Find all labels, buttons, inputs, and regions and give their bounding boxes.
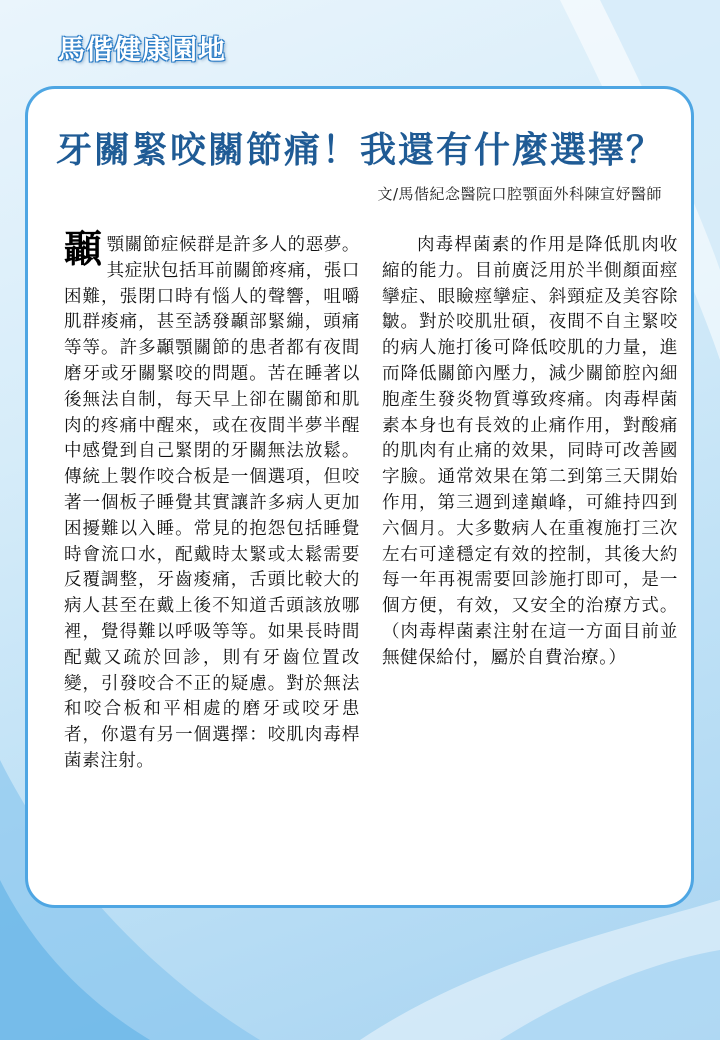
right-column-text: 肉毒桿菌素的作用是降低肌肉收縮的能力。目前廣泛用於半側顏面痙攣症、眼瞼痙攣症、斜頸症及美容除皺。對於咬肌壯碩，夜間不自主緊咬的病人施打後可降低咬肌的力量，進而降低關節內壓力，減少關節腔內細胞產生發炎物質導致疼痛。肉毒桿菌素本身也有長效的止痛作用，對酸痛的肌肉有止痛的效果，同時可改善國字臉。通常效果在第二到第三天開始作用，第三週到達巔峰，可維持四到六個月。大多數病人在重複施打三次左右可達穩定有效的控制，其後大約每一年再視需要回診施打即可，是一個方便，有效，又安全的治療方式。（肉毒桿菌素注射在這一方面目前並無健保給付，屬於自費治療。） <box>382 235 678 668</box>
section-title: 馬偕健康園地 <box>58 28 226 67</box>
left-column-text: 顎關節症候群是許多人的惡夢。其症狀包括耳前關節疼痛，張口困難，張閉口時有惱人的聲響，咀嚼肌群痠痛，甚至誘發顳部緊繃，頭痛等等。許多顳顎關節的患者都有夜間磨牙或牙關緊咬的問題。苦在睡著以後無法自制，每天早上卻在關節和肌肉的疼痛中醒來，或在夜間半夢半醒中感覺到自己緊閉的牙關無法放鬆。傳統上製作咬合板是一個選項，但咬著一個板子睡覺其實讓許多病人更加困擾難以入睡。常見的抱怨包括睡覺時會流口水，配戴時太緊或太鬆需要反覆調整，牙齒痠痛，舌頭比較大的病人甚至在戴上後不知道舌頭該放哪裡，覺得難以呼吸等等。如果長時間配戴又疏於回診，則有牙齒位置改變，引發咬合不正的疑慮。對於無法和咬合板和平相處的磨牙或咬牙患者，你還有另一個選擇：咬肌肉毒桿菌素注射。 <box>64 235 361 771</box>
drop-cap: 顳 <box>64 227 103 271</box>
article-right-column <box>382 233 678 672</box>
article-byline: 文/馬偕紀念醫院口腔顎面外科陳宣妤醫師 <box>377 185 662 203</box>
article-left-column <box>64 227 361 775</box>
article-title: 牙關緊咬關節痛！我還有什麼選擇？ <box>55 130 664 171</box>
